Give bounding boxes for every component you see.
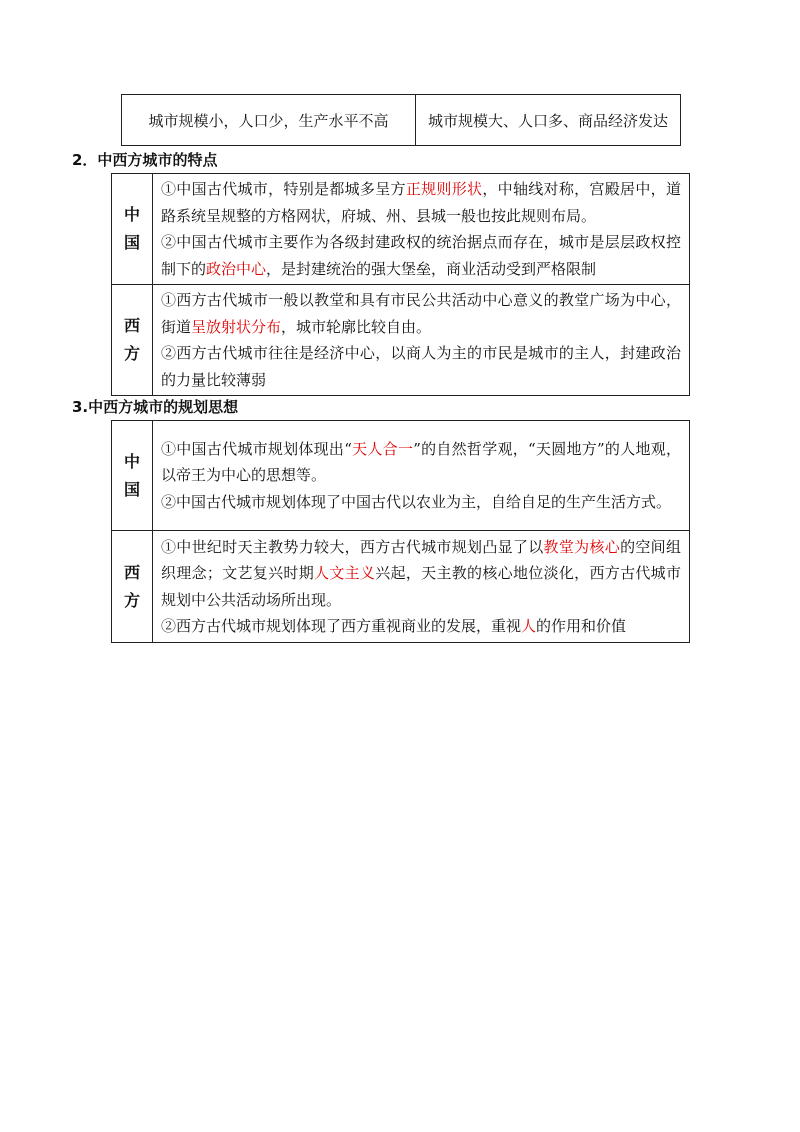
paragraph: [161, 176, 681, 229]
text-run: ，中轴线对称，宫殿居中，道路系统呈规整的方格网状，府城、州、县城一般也按此规则布局。: [161, 180, 681, 225]
text-run: ①中国古代城市规划体现出“: [161, 439, 352, 458]
section-3-heading: 3.中西方城市的规划思想: [72, 398, 239, 416]
label-char: 方: [123, 590, 140, 610]
west-label: [112, 285, 153, 396]
west-label: [112, 531, 153, 643]
table-row: [112, 285, 690, 396]
table-row: [112, 421, 690, 531]
text-run: ①中世纪时天主教势力较大，西方古代城市规划凸显了以: [161, 537, 544, 556]
paragraph: ②中国古代城市规划体现了中国古代以农业为主，自给自足的生产生活方式。: [161, 492, 672, 511]
west-planning-cell: [153, 531, 690, 643]
label-char: 中: [123, 451, 140, 471]
text-run: ，城市轮廓比较自由。: [281, 317, 432, 336]
label-char: 国: [123, 233, 140, 252]
label-char: 中: [123, 205, 140, 224]
label-char: 西: [123, 562, 140, 582]
table-row: [122, 95, 681, 146]
china-features-cell: [153, 174, 690, 285]
label-char: 国: [123, 479, 140, 499]
table-row: [112, 174, 690, 285]
highlight-text: 人: [521, 617, 537, 635]
china-label: [112, 421, 153, 531]
section-2-heading: 2．中西方城市的特点: [72, 151, 218, 169]
text-run: ，是封建统治的强大堡垒，商业活动受到严格限制: [266, 259, 597, 278]
text-run: 的作用和价值: [536, 617, 627, 635]
comparison-row-table: [121, 94, 681, 146]
text-run: 的空间组织理念；文艺复兴时期: [161, 537, 681, 582]
label-char: 方: [123, 344, 140, 363]
west-features-cell: [153, 285, 690, 396]
paragraph: ②西方古代城市往往是经济中心，以商人为主的市民是城市的主人，封建政治的力量比较薄弱: [161, 344, 681, 389]
comparison-right-cell: 城市规模大、人口多、商品经济发达: [416, 95, 681, 146]
text-run: 兴起，天主教的核心地位淡化，西方古代城市规划中公共活动场所出现。: [161, 564, 681, 609]
city-features-table: [111, 173, 690, 396]
highlight-text: 人文主义: [314, 564, 376, 582]
highlight-text: 呈放射状分布: [191, 317, 282, 336]
label-char: 西: [123, 316, 140, 335]
text-run: ①西方古代城市一般以教堂和具有市民公共活动中心意义的教堂广场为中心，街道: [161, 291, 681, 336]
text-run: ”的自然哲学观，“天圆地方”的人地观，以帝王为中心的思想等。: [161, 439, 681, 485]
text-run: ②西方古代城市规划体现了西方重视商业的发展，重视: [161, 617, 522, 635]
city-planning-table: [111, 420, 690, 643]
highlight-text: 教堂为核心: [543, 537, 621, 556]
paragraph: [161, 436, 681, 489]
paragraph: [161, 229, 681, 282]
paragraph: [161, 287, 681, 340]
highlight-text: 政治中心: [206, 259, 267, 278]
china-label: [112, 174, 153, 285]
highlight-text: 正规则形状: [405, 180, 483, 198]
table-row: [112, 531, 690, 643]
highlight-text: 天人合一: [351, 439, 414, 458]
paragraph: [161, 613, 681, 640]
china-planning-cell: [153, 421, 690, 531]
comparison-left-cell: 城市规模小，人口少，生产水平不高: [122, 95, 416, 146]
text-run: ①中国古代城市，特别是都城多呈方: [161, 180, 406, 198]
paragraph: [161, 534, 681, 614]
text-run: ②中国古代城市主要作为各级封建政权的统治据点而存在，城市是层层政权控制下的: [161, 233, 681, 278]
